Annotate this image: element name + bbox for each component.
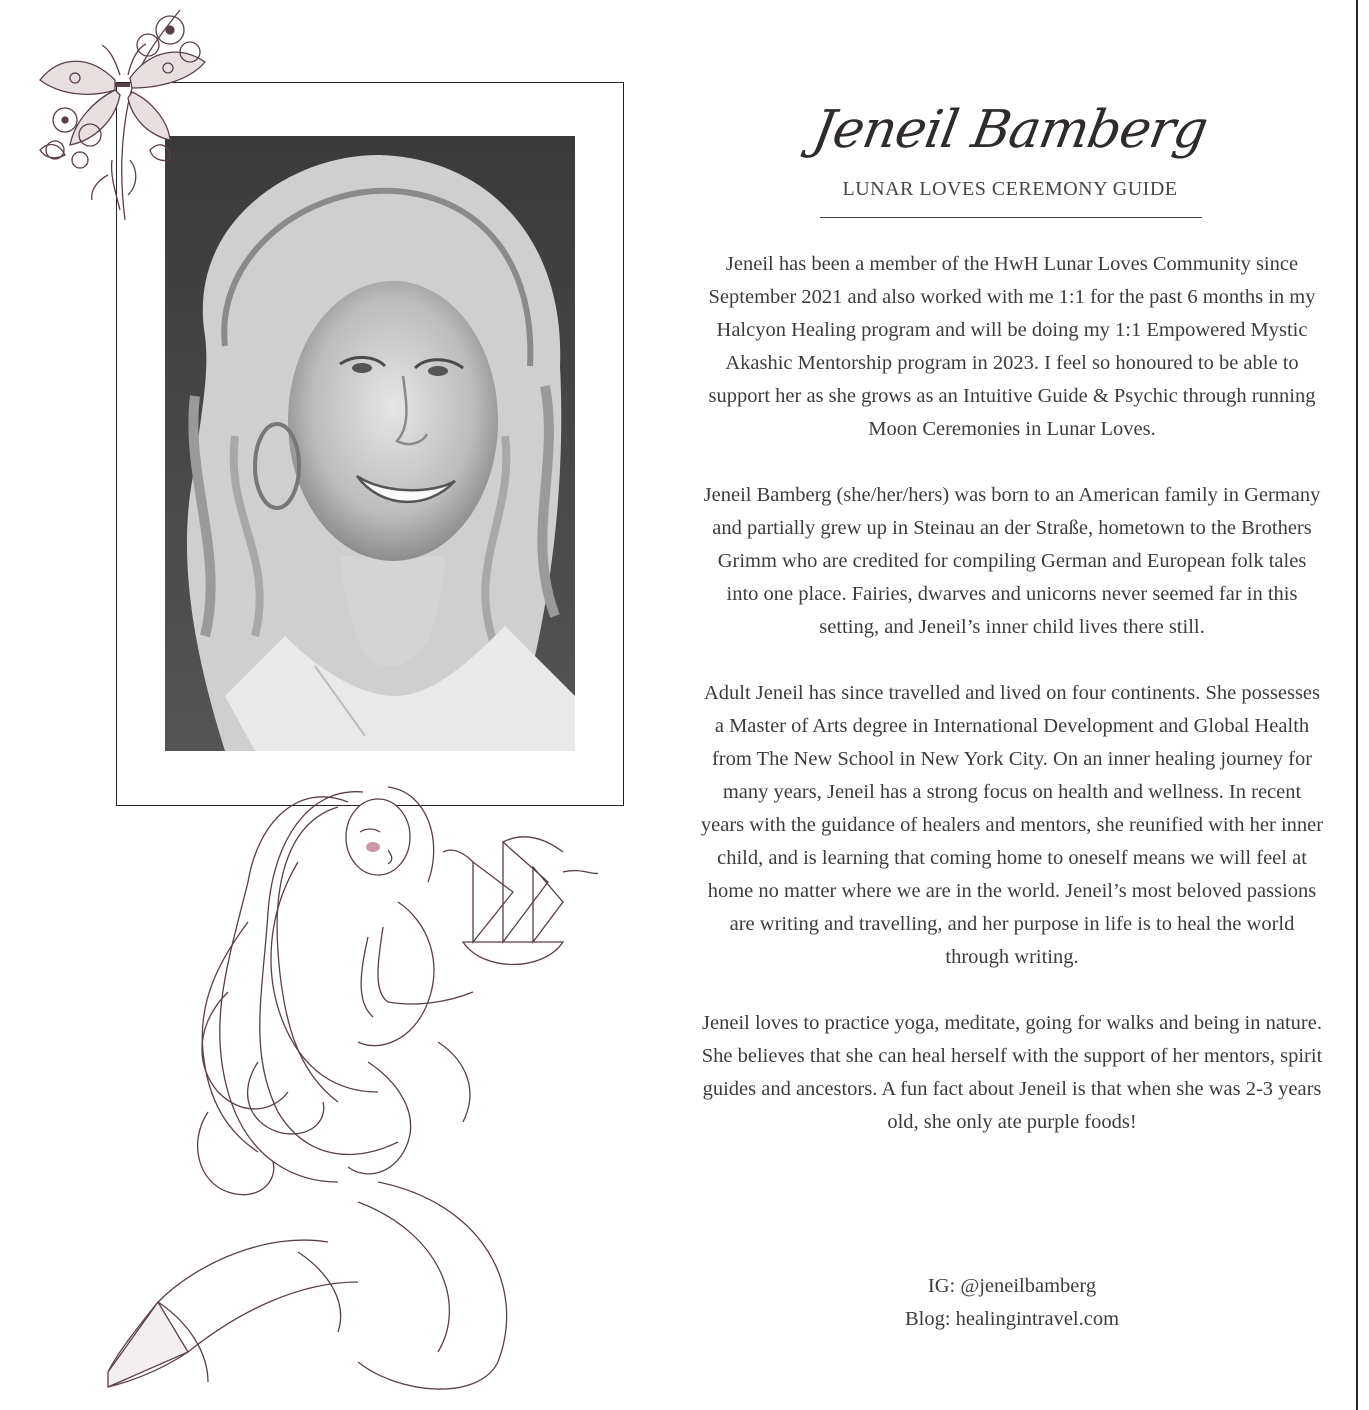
signature-name: Jeneil Bamberg — [808, 100, 1212, 160]
page-edge-line — [1356, 0, 1358, 1410]
title-divider — [820, 217, 1202, 218]
bio-paragraph: Adult Jeneil has since travelled and lived on four continents. She possesses a Master of Arts degree in International Development and Global Health from The New School in New York City. On an inner healing journey for many years, Jeneil has a strong focus on health and wellness. In recent years with the guidance of healers and mentors, she reunified with her inner child, and is learning that coming home to oneself means we will feel at home no matter where we are in the world. Jeneil’s most beloved passions are writing and travelling, and her purpose in life is to heal the world through writing. — [700, 682, 1324, 968]
bio-paragraph: Jeneil has been a member of the HwH Lunar Loves Community since September 2021 and also worked with me 1:1 for the past 6 months in my Halcyon Healing program and will be doing my 1:1 Empowered Mystic Akashic Mentorship program in 2023. I feel so honoured to be able to support her as she grows as an Intuitive Guide & Psychic through running Moon Ceremonies in Lunar Loves. — [708, 253, 1316, 440]
mermaid-with-ship-illustration — [98, 762, 598, 1394]
instagram-link[interactable]: IG: @jeneilbamberg — [927, 1275, 1097, 1297]
header — [760, 80, 1260, 201]
contact-links — [700, 1270, 1324, 1336]
role-subtitle: LUNAR LOVES CEREMONY GUIDE — [842, 178, 1178, 200]
floral-moth-illustration — [20, 0, 220, 225]
bio-paragraph: Jeneil Bamberg (she/her/hers) was born to an American family in Germany and partially grew up in Steinau an der Straße, hometown to the Brothers Grimm who are credited for compiling German and European folk tales into one place. Fairies, dwarves and unicorns never seemed far in this setting, and Jeneil’s inner child lives there still. — [703, 484, 1321, 638]
portrait-photo — [165, 136, 575, 751]
bio-text — [700, 248, 1324, 1172]
bio-paragraph: Jeneil loves to practice yoga, meditate, going for walks and being in nature. She believes that she can heal herself with the support of her mentors, spirit guides and ancestors. A fun fact about Jeneil is that when she was 2-3 years old, she only ate purple foods! — [701, 1012, 1323, 1133]
blog-link[interactable]: Blog: healingintravel.com — [904, 1308, 1120, 1330]
